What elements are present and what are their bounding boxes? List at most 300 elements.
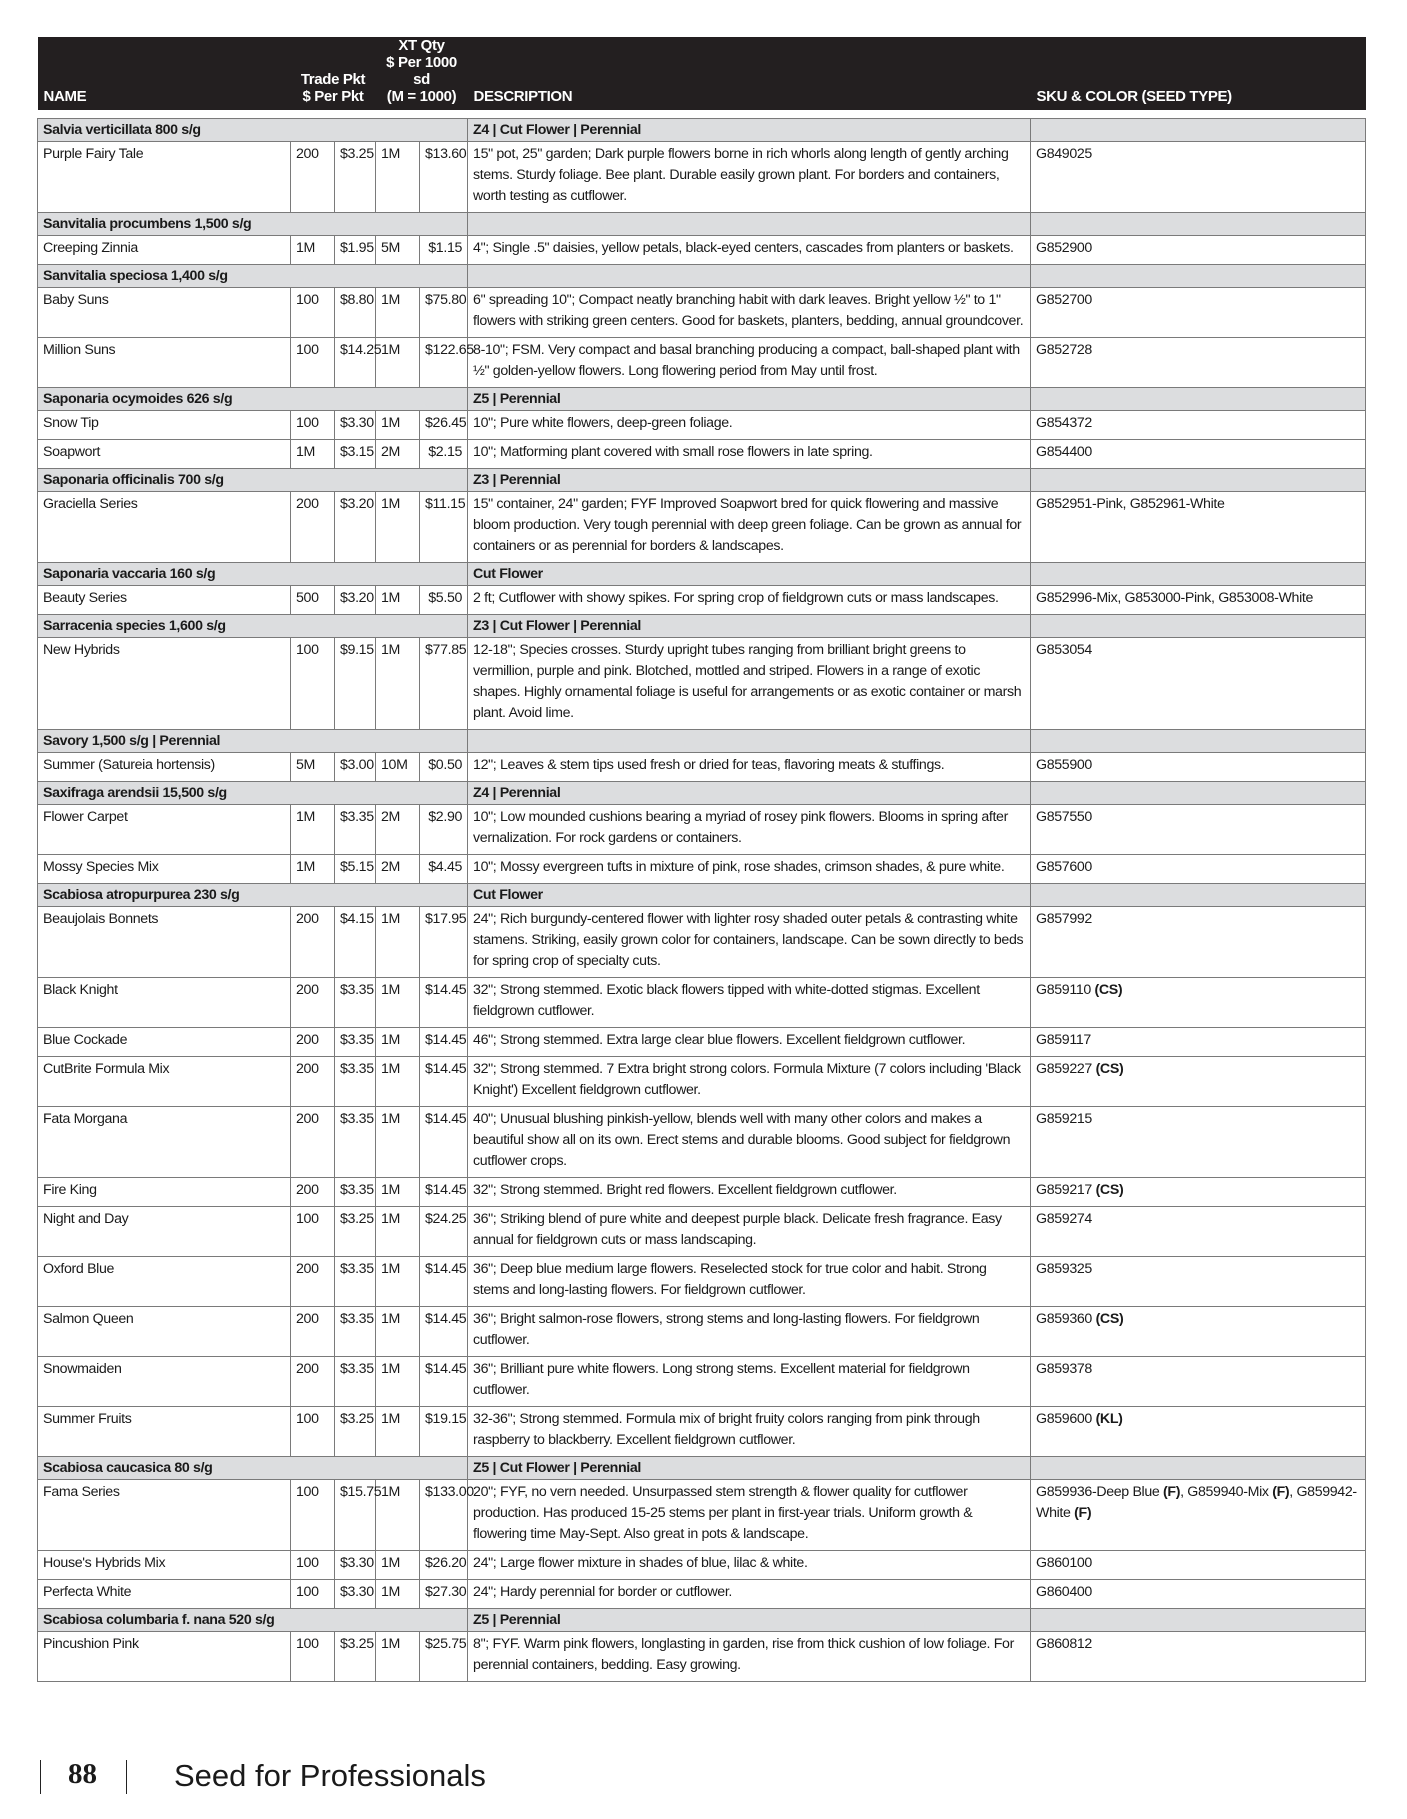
trade-pkt-price: $5.15 [335,855,376,884]
species-tags: Z5 | Cut Flower | Perennial [468,1457,1031,1480]
variety-name: Fama Series [38,1480,291,1551]
species-title: Sarracenia species 1,600 s/g [38,615,468,638]
catalog-body [38,119,1366,1682]
species-header-row [38,884,1366,907]
species-header-row [38,782,1366,805]
sku-code: G859325 [1036,1261,1092,1277]
sku-code: G859600 [1036,1411,1092,1427]
xt-qty: 1M [376,1028,420,1057]
sku-code: G855900 [1036,757,1092,773]
xt-price: $75.80 [420,288,468,338]
sku-code: G860100 [1036,1555,1092,1571]
sku-code: G859217 [1036,1182,1092,1198]
variety-name: Soapwort [38,440,291,469]
variety-name: Summer (Satureia hortensis) [38,753,291,782]
xt-qty: 1M [376,338,420,388]
trade-pkt-qty: 100 [291,1580,335,1609]
variety-row [38,338,1366,388]
variety-description: 32"; Strong stemmed. Bright red flowers. Excellent fieldgrown cutflower. [468,1178,1031,1207]
species-sku-blank [1031,615,1366,638]
variety-row [38,236,1366,265]
species-title: Scabiosa atropurpurea 230 s/g [38,884,468,907]
xt-qty: 5M [376,236,420,265]
trade-pkt-qty: 100 [291,638,335,730]
xt-price: $0.50 [420,753,468,782]
species-header-row [38,469,1366,492]
variety-row [38,638,1366,730]
xt-qty: 1M [376,1632,420,1682]
species-title: Sanvitalia speciosa 1,400 s/g [38,265,468,288]
seed-type-tag: (CS) [1095,1061,1124,1077]
trade-pkt-price: $3.35 [335,978,376,1028]
variety-name: Flower Carpet [38,805,291,855]
variety-row [38,288,1366,338]
sku-code: G849025 [1036,146,1092,162]
sku-cell [1031,1580,1366,1609]
variety-row [38,1357,1366,1407]
variety-name: House's Hybrids Mix [38,1551,291,1580]
trade-pkt-qty: 5M [291,753,335,782]
variety-name: Snow Tip [38,411,291,440]
variety-description: 36"; Striking blend of pure white and deepest purple black. Delicate fresh fragrance. Easy annual for fieldgrown cuts or mass landscaping. [468,1207,1031,1257]
species-sku-blank [1031,563,1366,586]
xt-qty: 1M [376,492,420,563]
variety-description: 36"; Bright salmon-rose flowers, strong stems and long-lasting flowers. For fieldgrown cutflower. [468,1307,1031,1357]
species-title: Scabiosa columbaria f. nana 520 s/g [38,1609,468,1632]
xt-qty: 2M [376,855,420,884]
variety-row [38,492,1366,563]
sku-cell [1031,855,1366,884]
species-title: Scabiosa caucasica 80 s/g [38,1457,468,1480]
variety-description: 2 ft; Cutflower with showy spikes. For spring crop of fieldgrown cuts or mass landscapes. [468,586,1031,615]
trade-pkt-qty: 100 [291,1632,335,1682]
seed-type-tag: (F) [1074,1505,1092,1521]
species-header-row [38,1609,1366,1632]
variety-description: 36"; Deep blue medium large flowers. Reselected stock for true color and habit. Strong stems and long-lasting flowers. For fieldgrown cutflower. [468,1257,1031,1307]
species-tags [468,265,1031,288]
variety-name: Summer Fruits [38,1407,291,1457]
species-tags: Z3 | Cut Flower | Perennial [468,615,1031,638]
trade-pkt-label: Trade Pkt [300,71,366,88]
trade-pkt-qty: 100 [291,338,335,388]
sku-cell [1031,1480,1366,1551]
variety-name: Pincushion Pink [38,1632,291,1682]
variety-row [38,142,1366,213]
trade-pkt-qty: 200 [291,1357,335,1407]
sku-cell [1031,440,1366,469]
variety-description: 36"; Brilliant pure white flowers. Long strong stems. Excellent material for fieldgrown cutflower. [468,1357,1031,1407]
trade-pkt-qty: 500 [291,586,335,615]
sku-code: G852700 [1036,292,1092,308]
xt-price: $14.45 [420,1178,468,1207]
trade-pkt-price: $3.35 [335,1357,376,1407]
variety-name: Baby Suns [38,288,291,338]
trade-pkt-price: $3.35 [335,1057,376,1107]
sku-cell [1031,1357,1366,1407]
variety-description: 46"; Strong stemmed. Extra large clear blue flowers. Excellent fieldgrown cutflower. [468,1028,1031,1057]
xt-price: $14.45 [420,1357,468,1407]
xt-price: $19.15 [420,1407,468,1457]
trade-pkt-qty: 1M [291,440,335,469]
xt-price: $14.45 [420,1057,468,1107]
xt-qty: 2M [376,805,420,855]
col-header-xt-qty [376,37,468,110]
trade-pkt-qty: 200 [291,142,335,213]
species-header-row [38,119,1366,142]
variety-name: CutBrite Formula Mix [38,1057,291,1107]
variety-row [38,1178,1366,1207]
xt-qty: 1M [376,288,420,338]
species-tags: Z5 | Perennial [468,388,1031,411]
xt-qty: 1M [376,411,420,440]
trade-pkt-qty: 1M [291,855,335,884]
variety-description: 12-18"; Species crosses. Sturdy upright tubes ranging from brilliant bright greens to vermillion, purple and pink. Blotched, mottled and striped. Flowers in a range of exotic shapes. Highly ornamental foliage is useful for arrangements or as exotic container or marsh plant. Avoid lime. [468,638,1031,730]
variety-description: 12"; Leaves & stem tips used fresh or dried for teas, flavoring meats & stuffings. [468,753,1031,782]
col-header-description: DESCRIPTION [468,37,1031,110]
trade-pkt-price: $3.35 [335,1178,376,1207]
trade-pkt-price: $8.80 [335,288,376,338]
trade-pkt-qty: 200 [291,1257,335,1307]
xt-price: $14.45 [420,1307,468,1357]
m-equals-label: (M = 1000) [386,88,457,105]
seed-type-tag: (F) [1272,1484,1290,1500]
variety-row [38,753,1366,782]
species-tags: Z4 | Perennial [468,782,1031,805]
species-sku-blank [1031,388,1366,411]
variety-name: Fire King [38,1178,291,1207]
xt-qty: 1M [376,1480,420,1551]
variety-name: Salmon Queen [38,1307,291,1357]
xt-qty: 1M [376,1207,420,1257]
variety-row [38,1028,1366,1057]
sku-cell [1031,1307,1366,1357]
sku-cell [1031,411,1366,440]
sku-code: G857550 [1036,809,1092,825]
trade-pkt-price: $3.35 [335,805,376,855]
xt-price: $14.45 [420,1107,468,1178]
trade-pkt-price: $9.15 [335,638,376,730]
xt-price: $2.15 [420,440,468,469]
sku-code: G859227 [1036,1061,1092,1077]
variety-row [38,1580,1366,1609]
species-sku-blank [1031,1609,1366,1632]
xt-price: $27.30 [420,1580,468,1609]
xt-qty: 1M [376,1257,420,1307]
species-sku-blank [1031,469,1366,492]
xt-price: $133.00 [420,1480,468,1551]
sku-cell [1031,1407,1366,1457]
per-pkt-label: $ Per Pkt [302,88,364,105]
variety-description: 10"; Pure white flowers, deep-green foliage. [468,411,1031,440]
trade-pkt-price: $14.25 [335,338,376,388]
variety-description: 15" container, 24" garden; FYF Improved Soapwort bred for quick flowering and massive bloom production. Very tough perennial with deep green foliage. Can be grown as annual for containers or as perennial for borders & landscapes. [468,492,1031,563]
sku-cell [1031,1178,1366,1207]
species-header-row [38,730,1366,753]
species-title: Salvia verticillata 800 s/g [38,119,468,142]
xt-qty: 1M [376,586,420,615]
variety-description: 8"; FYF. Warm pink flowers, longlasting in garden, rise from thick cushion of low foliage. For perennial containers, bedding. Easy growing. [468,1632,1031,1682]
sku-code: G859117 [1036,1032,1091,1048]
col-header-sku: SKU & COLOR (SEED TYPE) [1031,37,1366,110]
variety-row [38,1057,1366,1107]
sku-code: G852728 [1036,342,1092,358]
species-sku-blank [1031,884,1366,907]
trade-pkt-price: $3.20 [335,492,376,563]
species-header-row [38,1457,1366,1480]
variety-name: Purple Fairy Tale [38,142,291,213]
variety-description: 32-36"; Strong stemmed. Formula mix of bright fruity colors ranging from pink through raspberry to blackberry. Excellent fieldgrown cutflower. [468,1407,1031,1457]
trade-pkt-qty: 1M [291,805,335,855]
footer-divider [126,1760,127,1794]
xt-qty: 1M [376,1178,420,1207]
sku-cell [1031,1551,1366,1580]
variety-name: Night and Day [38,1207,291,1257]
trade-pkt-qty: 200 [291,1178,335,1207]
variety-name: Beaujolais Bonnets [38,907,291,978]
trade-pkt-price: $3.25 [335,142,376,213]
header-row [38,37,1366,110]
variety-row [38,1107,1366,1178]
variety-row [38,1632,1366,1682]
variety-description: 24"; Rich burgundy-centered flower with lighter rosy shaded outer petals & contrasting white stamens. Striking, easily grown color for containers, landscape. Can be sown directly to beds for spring crop of specialty cuts. [468,907,1031,978]
species-title: Savory 1,500 s/g | Perennial [38,730,468,753]
trade-pkt-price: $3.35 [335,1107,376,1178]
xt-price: $77.85 [420,638,468,730]
species-sku-blank [1031,1457,1366,1480]
variety-name: Beauty Series [38,586,291,615]
xt-qty: 1M [376,1107,420,1178]
variety-description: 32"; Strong stemmed. 7 Extra bright strong colors. Formula Mixture (7 colors including 'Black Knight') Excellent fieldgrown cutflower. [468,1057,1031,1107]
trade-pkt-qty: 200 [291,1028,335,1057]
sku-code: G859360 [1036,1311,1092,1327]
seed-type-tag: (CS) [1094,982,1123,998]
trade-pkt-price: $3.35 [335,1307,376,1357]
variety-description: 4"; Single .5" daisies, yellow petals, black-eyed centers, cascades from planters or baskets. [468,236,1031,265]
sku-cell [1031,1632,1366,1682]
footer-divider [40,1760,41,1794]
catalog-table [37,37,1366,1682]
sku-cell [1031,978,1366,1028]
species-tags: Cut Flower [468,563,1031,586]
sku-cell [1031,1207,1366,1257]
sku-cell [1031,805,1366,855]
sku-code: G852996-Mix, G853000-Pink, G853008-White [1036,590,1314,606]
xt-price: $25.75 [420,1632,468,1682]
species-header-row [38,265,1366,288]
sku-code: G859110 [1036,982,1091,998]
species-tags: Cut Flower [468,884,1031,907]
species-sku-blank [1031,782,1366,805]
sku-cell [1031,1057,1366,1107]
sku-cell [1031,1028,1366,1057]
variety-name: Creeping Zinnia [38,236,291,265]
sku-cell [1031,753,1366,782]
variety-name: Fata Morgana [38,1107,291,1178]
sku-cell [1031,1107,1366,1178]
variety-description: 8-10"; FSM. Very compact and basal branching producing a compact, ball-shaped plant with ½" golden-yellow flowers. Long flowering period from May until frost. [468,338,1031,388]
variety-description: 32"; Strong stemmed. Exotic black flowers tipped with white-dotted stigmas. Excellent fieldgrown cutflower. [468,978,1031,1028]
trade-pkt-qty: 200 [291,978,335,1028]
trade-pkt-price: $4.15 [335,907,376,978]
trade-pkt-price: $3.25 [335,1407,376,1457]
sku-code: G857992 [1036,911,1092,927]
xt-qty: 1M [376,907,420,978]
trade-pkt-qty: 200 [291,1107,335,1178]
xt-price: $24.25 [420,1207,468,1257]
trade-pkt-qty: 1M [291,236,335,265]
sku-cell [1031,338,1366,388]
sku-code: G852900 [1036,240,1092,256]
species-title: Saponaria vaccaria 160 s/g [38,563,468,586]
variety-description: 24"; Large flower mixture in shades of blue, lilac & white. [468,1551,1031,1580]
xt-qty: 1M [376,978,420,1028]
sku-cell [1031,638,1366,730]
xt-price: $14.45 [420,1028,468,1057]
sku-code: G859274 [1036,1211,1092,1227]
sku-code: G859215 [1036,1111,1092,1127]
xt-price: $11.15 [420,492,468,563]
trade-pkt-qty: 200 [291,1057,335,1107]
variety-name: Black Knight [38,978,291,1028]
seed-type-tag: (F) [1163,1484,1181,1500]
variety-row [38,1480,1366,1551]
species-header-row [38,213,1366,236]
species-header-row [38,563,1366,586]
variety-row [38,440,1366,469]
trade-pkt-price: $3.25 [335,1632,376,1682]
trade-pkt-price: $3.00 [335,753,376,782]
xt-price: $17.95 [420,907,468,978]
trade-pkt-price: $3.30 [335,1580,376,1609]
trade-pkt-price: $1.95 [335,236,376,265]
variety-row [38,855,1366,884]
species-tags: Z3 | Perennial [468,469,1031,492]
variety-row [38,1257,1366,1307]
species-tags: Z4 | Cut Flower | Perennial [468,119,1031,142]
seed-type-tag: (CS) [1095,1182,1124,1198]
trade-pkt-price: $3.30 [335,1551,376,1580]
trade-pkt-price: $3.15 [335,440,376,469]
variety-row [38,907,1366,978]
variety-description: 10"; Mossy evergreen tufts in mixture of pink, rose shades, crimson shades, & pure white. [468,855,1031,884]
xt-qty: 1M [376,142,420,213]
seed-type-tag: (CS) [1095,1311,1124,1327]
sku-cell [1031,586,1366,615]
header-spacer [38,110,1366,119]
col-header-name: NAME [38,37,291,110]
sku-code: G857600 [1036,859,1092,875]
xt-price: $2.90 [420,805,468,855]
species-header-row [38,615,1366,638]
xt-price: $4.45 [420,855,468,884]
variety-name: Oxford Blue [38,1257,291,1307]
xt-price: $13.60 [420,142,468,213]
sku-code: , G859940-Mix [1180,1484,1273,1500]
species-sku-blank [1031,265,1366,288]
variety-row [38,411,1366,440]
sku-code: G852951-Pink, G852961-White [1036,496,1225,512]
variety-description: 6" spreading 10"; Compact neatly branching habit with dark leaves. Bright yellow ½" to 1" flowers with striking green centers. Good for baskets, planters, bedding, annual groundcover. [468,288,1031,338]
sku-cell [1031,236,1366,265]
species-sku-blank [1031,213,1366,236]
xt-price: $26.20 [420,1551,468,1580]
xt-price: $26.45 [420,411,468,440]
xt-price: $122.65 [420,338,468,388]
variety-name: Mossy Species Mix [38,855,291,884]
variety-description: 10"; Matforming plant covered with small rose flowers in late spring. [468,440,1031,469]
variety-row [38,1207,1366,1257]
sku-code: , G859942-White [1036,1484,1357,1521]
trade-pkt-qty: 100 [291,288,335,338]
sku-code: G859936-Deep Blue [1036,1484,1164,1500]
xt-price: $14.45 [420,978,468,1028]
per-1000-label: $ Per 1000 sd [386,54,457,88]
xt-qty: 1M [376,1551,420,1580]
variety-name: Perfecta White [38,1580,291,1609]
sku-cell [1031,907,1366,978]
species-title: Sanvitalia procumbens 1,500 s/g [38,213,468,236]
sku-code: G860400 [1036,1584,1092,1600]
variety-row [38,1407,1366,1457]
trade-pkt-price: $3.35 [335,1028,376,1057]
variety-row [38,586,1366,615]
variety-row [38,805,1366,855]
trade-pkt-qty: 100 [291,1480,335,1551]
sku-cell [1031,288,1366,338]
trade-pkt-qty: 200 [291,907,335,978]
sku-code: G853054 [1036,642,1092,658]
xt-qty: 1M [376,1307,420,1357]
sku-cell [1031,1257,1366,1307]
trade-pkt-price: $3.35 [335,1257,376,1307]
species-tags [468,730,1031,753]
variety-name: New Hybrids [38,638,291,730]
species-sku-blank [1031,730,1366,753]
xt-price: $14.45 [420,1257,468,1307]
variety-name: Snowmaiden [38,1357,291,1407]
trade-pkt-price: $15.75 [335,1480,376,1551]
variety-description: 24"; Hardy perennial for border or cutflower. [468,1580,1031,1609]
xt-qty: 1M [376,1407,420,1457]
variety-description: 15" pot, 25" garden; Dark purple flowers borne in rich whorls along length of gently arching stems. Sturdy foliage. Bee plant. Durable easily grown plant. For borders and containers, worth testing as cutflower. [468,142,1031,213]
trade-pkt-price: $3.20 [335,586,376,615]
sku-code: G854400 [1036,444,1092,460]
xt-qty: 1M [376,1057,420,1107]
variety-description: 10"; Low mounded cushions bearing a myriad of rosey pink flowers. Blooms in spring after vernalization. For rock gardens or containers. [468,805,1031,855]
species-title: Saponaria officinalis 700 s/g [38,469,468,492]
xt-price: $5.50 [420,586,468,615]
species-tags [468,213,1031,236]
xt-qty: 1M [376,1580,420,1609]
species-header-row [38,388,1366,411]
variety-name: Million Suns [38,338,291,388]
variety-description: 20"; FYF, no vern needed. Unsurpassed stem strength & flower quality for cutflower production. Has produced 15-25 stems per plant in first-year trials. Uniform growth & flowering time May-Sept. Also great in pots & landscape. [468,1480,1031,1551]
trade-pkt-price: $3.25 [335,1207,376,1257]
sku-cell [1031,492,1366,563]
sku-code: G859378 [1036,1361,1092,1377]
variety-description: 40"; Unusual blushing pinkish-yellow, blends well with many other colors and makes a beautiful show all on its own. Erect stems and durable blooms. Good subject for fieldgrown cutflower crops. [468,1107,1031,1178]
variety-row [38,978,1366,1028]
variety-name: Graciella Series [38,492,291,563]
sku-code: G860812 [1036,1636,1092,1652]
xt-qty-label: XT Qty [398,37,445,54]
species-title: Saxifraga arendsii 15,500 s/g [38,782,468,805]
trade-pkt-qty: 100 [291,1551,335,1580]
page-number: 88 [68,1758,97,1790]
variety-row [38,1307,1366,1357]
species-title: Saponaria ocymoides 626 s/g [38,388,468,411]
xt-price: $1.15 [420,236,468,265]
